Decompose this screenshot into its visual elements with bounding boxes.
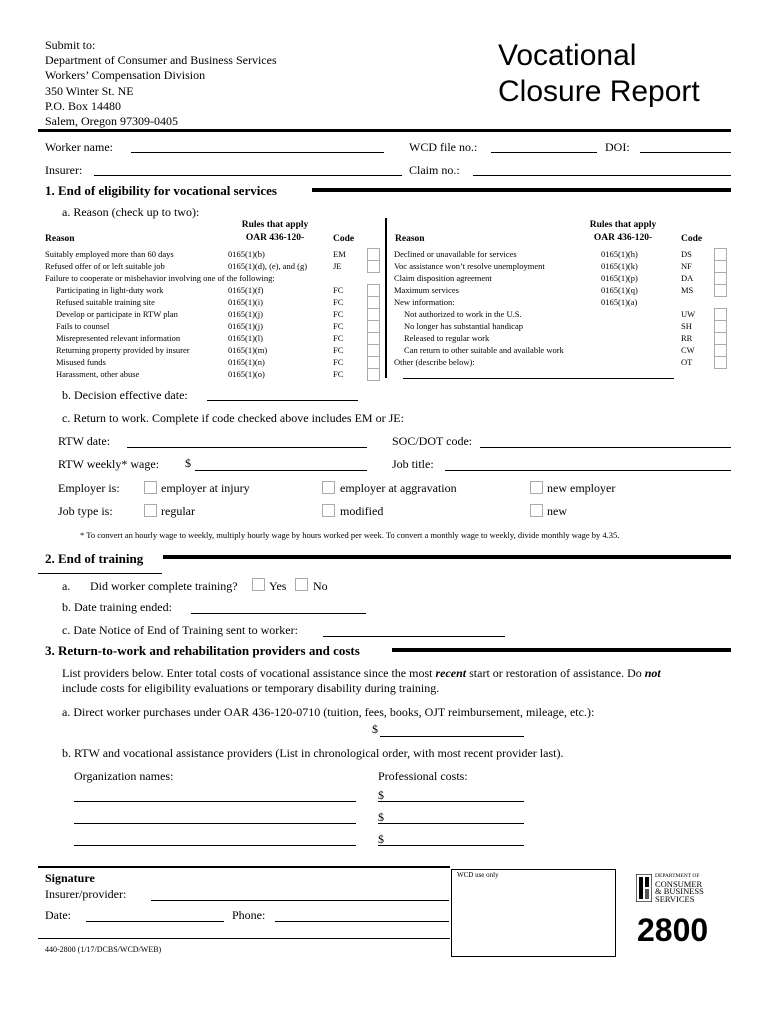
- employer-label: Employer is:: [58, 481, 120, 495]
- direct-purchases-field[interactable]: [380, 736, 524, 737]
- je-checkbox[interactable]: [367, 260, 380, 273]
- logo-line: SERVICES: [655, 893, 695, 904]
- wcd-use-label: WCD use only: [457, 871, 499, 879]
- section3-heading: 3. Return-to-work and rehabilitation providers and costs: [45, 643, 360, 658]
- row-code: MS: [681, 285, 694, 295]
- soc-dot-label: SOC/DOT code:: [392, 434, 473, 448]
- rules-header-line2: OAR 436-120-: [245, 233, 305, 243]
- row-reason: New information:: [394, 297, 455, 307]
- insurer-field[interactable]: [94, 175, 402, 176]
- section3-rule: [392, 648, 731, 652]
- rules-header-line1: Rules that apply: [589, 220, 657, 230]
- training-no-checkbox[interactable]: [295, 578, 308, 591]
- dcbs-logo: [636, 872, 731, 904]
- rules-header-right: [573, 220, 673, 245]
- code-header: Code: [333, 234, 355, 244]
- row-reason: Suitably employed more than 60 days: [45, 249, 174, 259]
- decision-date-field[interactable]: [207, 400, 358, 401]
- row-code: DA: [681, 273, 694, 283]
- form-title: [498, 38, 700, 110]
- row-reason: Claim disposition agreement: [394, 273, 492, 283]
- row-reason: Develop or participate in RTW plan: [56, 309, 178, 319]
- intro-recent: recent: [435, 666, 467, 680]
- worker-name-field[interactable]: [131, 152, 384, 153]
- submit-line: P.O. Box 14480: [45, 98, 122, 113]
- row-code: CW: [681, 345, 695, 355]
- row-rule: 0165(1)(i): [228, 297, 263, 307]
- insurer-provider-field[interactable]: [151, 900, 449, 901]
- row-code: FC: [333, 321, 344, 331]
- row-code: SH: [681, 321, 692, 331]
- employer-injury-checkbox[interactable]: [144, 481, 157, 494]
- row-rule: 0165(1)(l): [228, 333, 263, 343]
- phone-field[interactable]: [275, 921, 449, 922]
- row-rule: 0165(1)(p): [601, 273, 638, 283]
- row-rule: 0165(1)(h): [601, 249, 638, 259]
- employer-aggravation-checkbox[interactable]: [322, 481, 335, 494]
- providers-label: b. RTW and vocational assistance providers (List in chronological order, with most recent provider last).: [62, 746, 564, 760]
- row-rule: 0165(1)(o): [228, 369, 265, 379]
- section2-underline: [38, 573, 162, 574]
- new-jobtype-label: new: [547, 504, 567, 518]
- org-name-field[interactable]: [74, 801, 356, 802]
- submit-line: 350 Winter St. NE: [45, 83, 134, 98]
- rtw-intro: c. Return to work. Complete if code checked above includes EM or JE:: [62, 411, 404, 425]
- form-title-line1: Vocational: [498, 39, 637, 72]
- submit-line: Workers’ Compensation Division: [45, 68, 206, 83]
- training-yes-checkbox[interactable]: [252, 578, 265, 591]
- row-rule: 0165(1)(m): [228, 345, 268, 355]
- row-reason: Refused offer of or left suitable job: [45, 261, 165, 271]
- notice-sent-field[interactable]: [323, 636, 505, 637]
- table-divider: [385, 218, 387, 378]
- rtw-date-label: RTW date:: [58, 434, 111, 448]
- sig-date-field[interactable]: [86, 921, 224, 922]
- row-rule: 0165(1)(a): [601, 297, 638, 307]
- header-rule: [38, 129, 731, 132]
- form-number: 2800: [637, 912, 709, 948]
- job-title-label: Job title:: [392, 457, 434, 471]
- rtw-weekly-field[interactable]: [195, 470, 367, 471]
- cost-dollar: $: [378, 810, 384, 824]
- cost-field[interactable]: [378, 801, 524, 802]
- ms-checkbox[interactable]: [714, 284, 727, 297]
- employer-injury-label: employer at injury: [161, 481, 250, 495]
- submit-to-block: [45, 38, 277, 129]
- section1-rule: [312, 188, 731, 192]
- row-code: FC: [333, 297, 344, 307]
- row-reason: Refused suitable training site: [56, 297, 155, 307]
- row-rule: 0165(1)(f): [228, 285, 264, 295]
- org-name-field[interactable]: [74, 845, 356, 846]
- row-rule: 0165(1)(d), (e), and (g): [228, 261, 308, 271]
- section1-heading: 1. End of eligibility for vocational services: [45, 183, 277, 198]
- row-code: FC: [333, 369, 344, 379]
- row-code: RR: [681, 333, 693, 343]
- intro-not: not: [644, 666, 661, 680]
- section2-heading: 2. End of training: [45, 551, 144, 566]
- row-code: EM: [333, 249, 346, 259]
- other-describe-field[interactable]: [403, 378, 674, 379]
- row-rule: 0165(1)(n): [228, 357, 265, 367]
- submit-line: Salem, Oregon 97309-0405: [45, 114, 178, 129]
- row-reason: Released to regular work: [404, 333, 490, 343]
- soc-dot-field[interactable]: [480, 447, 731, 448]
- modified-label: modified: [340, 504, 384, 518]
- doi-label: DOI:: [605, 140, 630, 154]
- sig-date-label: Date:: [45, 908, 71, 922]
- yes-label: Yes: [269, 579, 287, 593]
- row-code: DS: [681, 249, 692, 259]
- rtw-date-field[interactable]: [127, 447, 367, 448]
- claim-label: Claim no.:: [409, 163, 460, 177]
- cost-dollar: $: [378, 788, 384, 802]
- prof-costs-label: Professional costs:: [378, 769, 468, 783]
- submit-line: Department of Consumer and Business Services: [45, 53, 277, 68]
- claim-field[interactable]: [473, 175, 731, 176]
- row-reason: Misrepresented relevant information: [56, 333, 181, 343]
- decision-date-label: b. Decision effective date:: [62, 388, 188, 402]
- row-rule: 0165(1)(b): [228, 249, 265, 259]
- regular-checkbox[interactable]: [144, 504, 157, 517]
- row-reason: Returning property provided by insurer: [56, 345, 190, 355]
- regular-label: regular: [161, 504, 195, 518]
- row-rule: 0165(1)(j): [228, 321, 263, 331]
- notice-sent-label: c. Date Notice of End of Training sent to worker:: [62, 623, 298, 637]
- row-code: UW: [681, 309, 696, 319]
- wcd-file-label: WCD file no.:: [409, 140, 478, 154]
- row-reason: Harassment, other abuse: [56, 369, 140, 379]
- wage-footnote: * To convert an hourly wage to weekly, multiply hourly wage by hours worked per week. To convert a monthly wage to weekly, divide monthly wage by 4.35.: [80, 530, 620, 540]
- worker-name-label: Worker name:: [45, 140, 114, 154]
- new-employer-label: new employer: [547, 481, 616, 495]
- new-jobtype-checkbox[interactable]: [530, 504, 543, 517]
- doi-field[interactable]: [640, 152, 731, 153]
- row-reason: Failure to cooperate or misbehavior involving one of the following:: [45, 273, 275, 283]
- row-reason: Not authorized to work in the U.S.: [404, 309, 522, 319]
- form-title-line2: Closure Report: [498, 75, 700, 108]
- row-reason: Other (describe below):: [394, 357, 475, 367]
- training-ended-label: b. Date training ended:: [62, 600, 172, 614]
- weekly-dollar: $: [185, 456, 191, 470]
- section3-intro-line1: [62, 666, 661, 680]
- rtw-weekly-label: RTW weekly* wage:: [58, 457, 160, 471]
- cost-field[interactable]: [378, 845, 524, 846]
- rules-header: [225, 220, 325, 245]
- jobtype-label: Job type is:: [58, 504, 113, 518]
- wcd-use-box: [451, 869, 616, 957]
- dcbs-logo-mark-icon: [636, 874, 652, 902]
- rules-header-line1: Rules that apply: [241, 220, 309, 230]
- row-reason: Declined or unavailable for services: [394, 249, 517, 259]
- new-employer-checkbox[interactable]: [530, 481, 543, 494]
- insurer-provider-label: Insurer/provider:: [45, 887, 127, 901]
- reason-intro: a. Reason (check up to two):: [62, 205, 200, 219]
- code-header-right: Code: [681, 234, 703, 244]
- fc-checkbox[interactable]: [367, 368, 380, 381]
- row-code: FC: [333, 333, 344, 343]
- row-code: FC: [333, 285, 344, 295]
- ot-checkbox[interactable]: [714, 356, 727, 369]
- employer-aggravation-label: employer at aggravation: [340, 481, 457, 495]
- training-question: Did worker complete training?: [90, 579, 238, 593]
- row-reason: Participating in light-duty work: [56, 285, 164, 295]
- org-name-field[interactable]: [74, 823, 356, 824]
- row-rule: 0165(1)(q): [601, 285, 638, 295]
- logo-line: DEPARTMENT OF: [655, 873, 700, 879]
- row-rule: 0165(1)(k): [601, 261, 638, 271]
- training-q-letter: a.: [62, 579, 71, 593]
- logo-line: & BUSINESS: [655, 886, 704, 896]
- direct-dollar: $: [372, 722, 378, 736]
- signature-box: [38, 866, 450, 939]
- section3-intro-line2: include costs for eligibility evaluations or temporary disability during training.: [62, 681, 440, 695]
- phone-label: Phone:: [232, 908, 266, 922]
- intro-part3: start or restoration of assistance. Do: [466, 666, 645, 680]
- row-rule: 0165(1)(j): [228, 309, 263, 319]
- cost-field[interactable]: [378, 823, 524, 824]
- direct-purchases-label: a. Direct worker purchases under OAR 436-120-0710 (tuition, fees, books, OJT reimbursement, mileage, etc.):: [62, 705, 595, 719]
- row-code: FC: [333, 309, 344, 319]
- form-id: 440-2800 (1/17/DCBS/WCD/WEB): [45, 945, 162, 954]
- row-reason: Can return to other suitable and available work: [404, 345, 564, 355]
- training-ended-field[interactable]: [191, 613, 366, 614]
- row-code: FC: [333, 357, 344, 367]
- row-reason: Fails to counsel: [56, 321, 110, 331]
- job-title-field[interactable]: [445, 470, 731, 471]
- rules-header-line2: OAR 436-120-: [593, 233, 653, 243]
- row-code: JE: [333, 261, 342, 271]
- cost-dollar: $: [378, 832, 384, 846]
- row-reason: Voc assistance won’t resolve unemployment: [394, 261, 545, 271]
- row-reason: Maximum services: [394, 285, 459, 295]
- section2-rule: [163, 555, 731, 559]
- row-code: NF: [681, 261, 692, 271]
- row-code: OT: [681, 357, 693, 367]
- insurer-label: Insurer:: [45, 163, 83, 177]
- row-reason: No longer has substantial handicap: [404, 321, 523, 331]
- org-names-label: Organization names:: [74, 769, 174, 783]
- logo-text: [655, 873, 704, 903]
- row-reason: Misused funds: [56, 357, 106, 367]
- intro-part1: List providers below. Enter total costs of vocational assistance since the most: [62, 666, 436, 680]
- reason-header-right: Reason: [395, 234, 425, 244]
- modified-checkbox[interactable]: [322, 504, 335, 517]
- submit-line: Submit to:: [45, 38, 96, 52]
- row-code: FC: [333, 345, 344, 355]
- no-label: No: [313, 579, 328, 593]
- signature-heading: Signature: [45, 871, 95, 885]
- logo-line: CONSUMER: [655, 878, 703, 889]
- wcd-file-field[interactable]: [491, 152, 597, 153]
- reason-header: Reason: [45, 234, 75, 244]
